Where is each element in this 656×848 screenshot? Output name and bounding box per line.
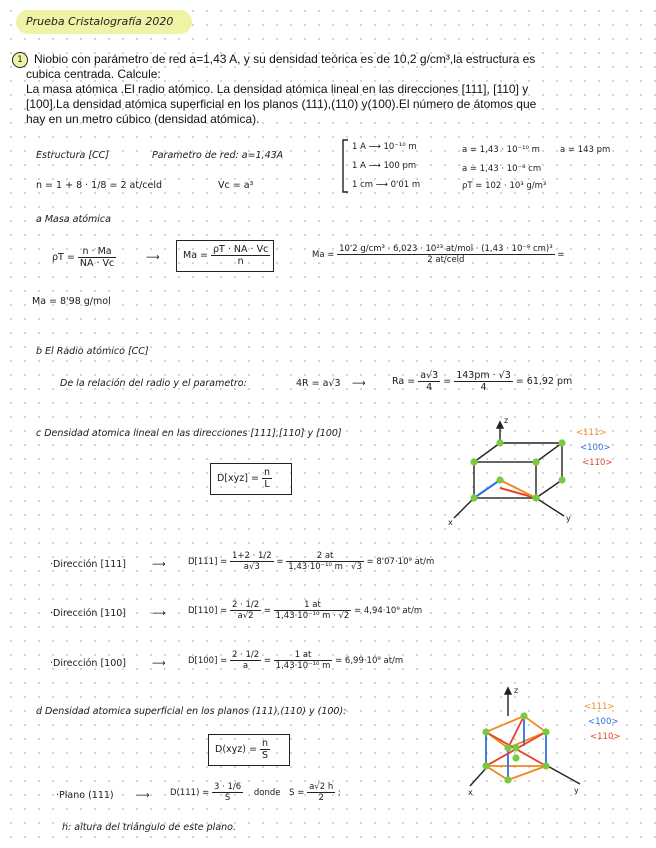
conversion-result-2: a = 1,43 · 10⁻⁸ cm	[462, 164, 542, 174]
bcc-cube-directions-diagram	[440, 418, 580, 528]
lattice-parameter-label: Parametro de red: a=1,43A	[152, 150, 284, 161]
plane-111-equation: D(111) = $\frac{3 \cdot 1/6}{S}$ donde S = $\frac{a√2 h}{2}$ ;	[170, 782, 341, 803]
atomic-mass-substitution: Ma = $\frac{\text{10'2 g/cm³ · 6,023 · 10²³ at/mol · (1,43 · 10⁻⁸ cm)³}}{\text{2 at/celd}}$ =	[312, 244, 565, 265]
atomic-mass-formula-box: Ma = $\frac{\rho T \cdot NA \cdot Vc}{n}$	[176, 240, 274, 272]
bcc-cube-planes-diagram	[460, 686, 590, 796]
part-a-heading: a Masa atómica	[36, 214, 111, 225]
part-b-heading: b El Radio atómico [CC]	[36, 346, 149, 357]
direction-111-label: ·Dirección [111]	[50, 559, 126, 570]
linear-density-formula-box: D[xyz] = $\frac{n}{L}$	[210, 463, 292, 495]
arrow-icon: ⟶	[136, 790, 150, 801]
direction-110-equation: D[110] = $\frac{2 \cdot 1/2}{a√2}$ = $\frac{1 at}{\text{1,43·10⁻¹⁰ m · √2}}$ = 4,94·10⁹ at/m	[188, 600, 423, 621]
radius-formula: Ra = $\frac{a√3}{4}$ = $\frac{143pm \cdot √3}{4}$ = 61,92 pm	[392, 370, 573, 393]
axis-z-label-2: z	[514, 686, 519, 695]
problem-line-1: Niobio con parámetro de red a=1,43 A, y su densidad teórica es de 10,2 g/cm³,la estructura es	[34, 52, 536, 66]
conversion-1: 1 A ⟶ 10⁻¹⁰ m	[352, 142, 417, 152]
direction-100-equation: D[100] = $\frac{2 \cdot 1/2}{a}$ = $\frac{1 at}{\text{1,43·10⁻¹⁰ m}}$ = 6,99·10⁹ at/m	[188, 650, 404, 671]
axis-y-label-2: y	[574, 786, 579, 795]
conversion-result-1b: a = 143 pm	[560, 145, 611, 155]
legend2-100: <100>	[588, 717, 619, 727]
legend2-111: <111>	[584, 702, 615, 712]
conversion-result-3: ρT = 102 · 10³ g/m³	[462, 181, 547, 191]
arrow-icon: ⟶	[146, 252, 160, 263]
direction-110-label: ·Dirección [110]	[50, 608, 126, 619]
axis-x-label: x	[448, 518, 453, 527]
direction-111-equation: D[111] = $\frac{1+2 \cdot 1/2}{a√3}$ = $\frac{2 at}{\text{1,43·10⁻¹⁰ m · √3}}$ = 8'07·10⁹ at/m	[188, 551, 435, 572]
legend1-110: <110>	[582, 458, 613, 468]
problem-line-3: La masa atómica .El radio atómico. La densidad atómica lineal en las direcciones [111], [110] y	[26, 82, 529, 96]
radius-relation-eq: 4R = a√3	[296, 378, 341, 389]
conversion-3: 1 cm ⟶ 0'01 m	[352, 180, 421, 190]
atomic-mass-result: Ma = 8'98 g/mol	[32, 296, 111, 307]
problem-line-5: hay en un metro cúbico (densidad atómica).	[26, 112, 260, 126]
axis-x-label-2: x	[468, 788, 473, 797]
page-title: Prueba Cristalografía 2020	[26, 15, 174, 28]
problem-line-2: cubica centrada. Calcule:	[26, 67, 161, 81]
atoms-per-cell-equation: n = 1 + 8 · 1/8 = 2 at/celd	[36, 180, 163, 191]
density-formula: ρT = $\frac{n \cdot Ma}{NA \cdot Vc}$	[52, 246, 115, 269]
height-note: h: altura del triángulo de este plano.	[62, 822, 236, 833]
structure-label: Estructura [CC]	[36, 150, 109, 161]
conversion-bracket	[340, 138, 350, 194]
arrow-icon: ⟶	[152, 658, 166, 669]
problem-line-4: [100].La densidad atómica superficial en los planos (111),(110) y(100).El número de átomos que	[26, 97, 537, 111]
cell-volume-equation: Vc = a³	[218, 180, 254, 191]
arrow-icon: ⟶	[152, 608, 166, 619]
title-banner	[16, 10, 192, 34]
conversion-result-1: a = 1,43 · 10⁻¹⁰ m	[462, 145, 540, 155]
conversion-2: 1 A ⟶ 100 pm	[352, 161, 417, 171]
plane-111-label: ·Plano (111)	[56, 790, 114, 801]
legend1-100: <100>	[580, 443, 611, 453]
part-c-heading: c Densidad atomica lineal en las direcciones [111],[110] y [100]	[36, 428, 342, 439]
arrow-icon: ⟶	[152, 559, 166, 570]
legend2-110: <110>	[590, 732, 621, 742]
part-d-heading: d Densidad atomica superficial en los planos (111),(110) y (100):	[36, 706, 347, 717]
legend1-111: <111>	[576, 428, 607, 438]
arrow-icon: ⟶	[352, 378, 366, 389]
direction-100-label: ·Dirección [100]	[50, 658, 126, 669]
axis-z-label: z	[504, 416, 509, 425]
axis-y-label: y	[566, 514, 571, 523]
radius-relation-text: De la relación del radio y el parametro:	[60, 378, 247, 389]
surface-density-formula-box: D(xyz) = $\frac{n}{S}$	[208, 734, 290, 766]
problem-number-badge: 1	[12, 52, 28, 68]
